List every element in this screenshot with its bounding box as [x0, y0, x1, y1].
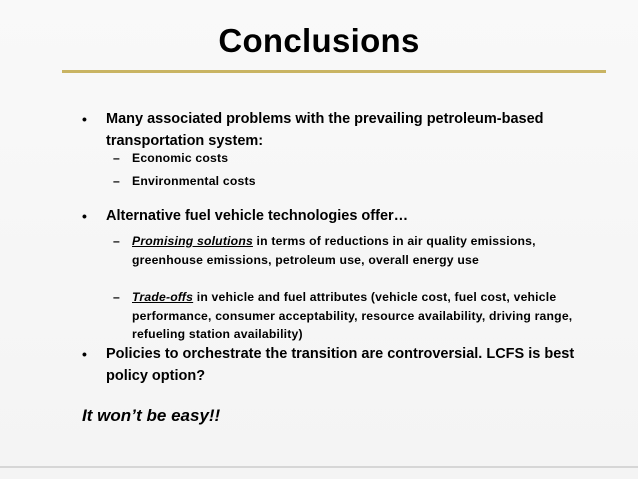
bullet-dot: •: [82, 111, 87, 127]
sub-text: [132, 232, 582, 269]
sub-text: Environmental costs: [132, 174, 256, 188]
closing-remark: It won’t be easy!!: [82, 406, 221, 425]
sub-dash: –: [113, 290, 120, 304]
bullet-3-text: Policies to orchestrate the transition are controversial. LCFS is best policy option?: [106, 346, 575, 384]
bullet-2: [82, 205, 582, 229]
sub-lead-phrase: Trade-offs: [132, 290, 194, 304]
bullet-dot: •: [82, 208, 87, 224]
bullet-3: [82, 343, 582, 391]
sub-dash: –: [113, 234, 120, 248]
sub-dash: –: [113, 174, 120, 188]
title-underline: [62, 70, 606, 73]
bullet-1-text: Many associated problems with the prevailing petroleum-based transportation system:: [106, 111, 544, 149]
slide-title: Conclusions: [218, 22, 420, 59]
sub-lead-phrase: Promising solutions: [132, 234, 253, 248]
bullet-2-text: Alternative fuel vehicle technologies offer…: [106, 208, 409, 224]
bullet-dot: •: [82, 346, 87, 362]
sub-dash: –: [113, 151, 120, 165]
sub-rest: in vehicle and fuel attributes (vehicle cost, fuel cost, vehicle performance, consumer acceptability, resource availability, driving range, refueling station availability): [132, 290, 573, 341]
footer-divider: [0, 466, 638, 468]
sub-text: Economic costs: [132, 151, 229, 165]
sub-rest: in terms of reductions in air quality emissions, greenhouse emissions, petroleum use, overall energy use: [132, 234, 536, 267]
sub-text: [132, 288, 582, 344]
